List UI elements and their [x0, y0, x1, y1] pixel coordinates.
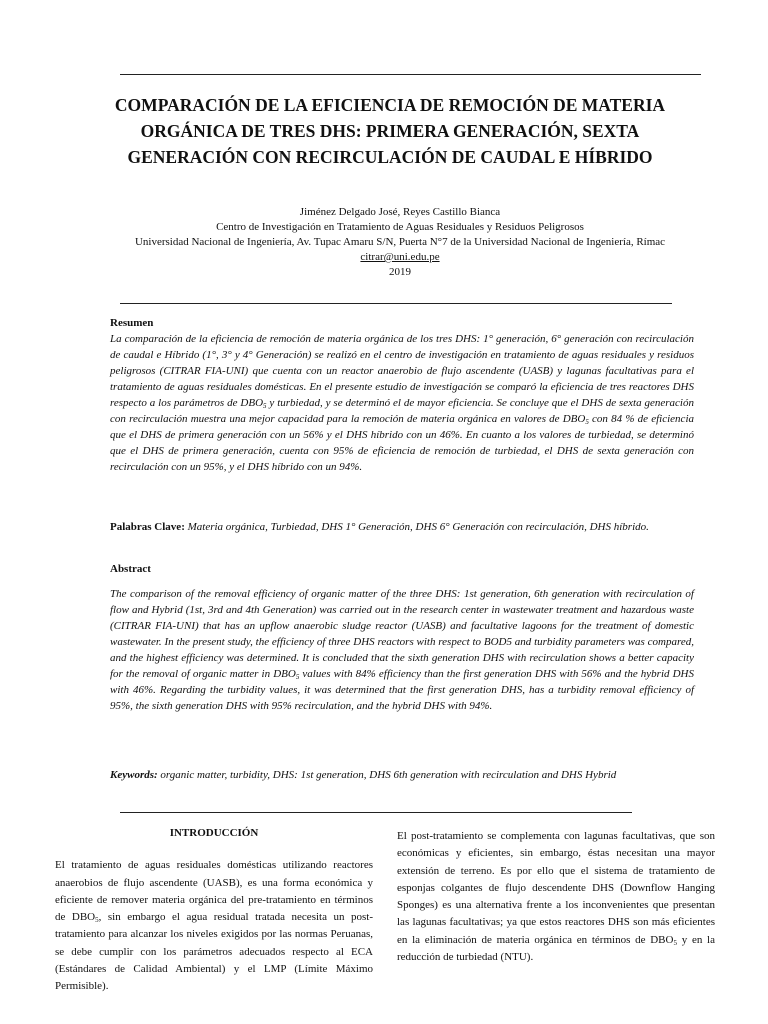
- header-separator: [120, 303, 672, 304]
- resumen-heading: Resumen: [110, 317, 154, 329]
- keywords-label: Keywords:: [110, 769, 158, 781]
- intro-paragraph-1: El tratamiento de aguas residuales domésticas utilizando reactores anaerobios de flujo ascendente (UASB), es una forma económica y eficiente de remover materia orgánica del pre-tratamiento en términos de $DBO_5$, sin embargo el agua residual tratada necesita un post-tratamiento para alcanzar los niveles exigidos por las normas Peruanas, se debe cumplir con los parámetros adecuados respecto al ECA (Estándares de Calidad Ambiental) y el LMP (Límite Máximo Permisible).: [55, 859, 373, 993]
- abstract-separator: [120, 812, 632, 813]
- affiliation-center: Centro de Investigación en Tratamiento de Aguas Residuales y Residuos Peligrosos: [216, 221, 584, 233]
- abstract-text: The comparison of the removal efficiency of organic matter of the three DHS: 1st generation, 6th generation with recirculation of flow and Hybrid (1st, 3rd and 4th Generation) was carried out in the research center in wastewater treatment and hazardous waste (CITRAR FIA-UNI) that has an upflow anaerobic sludge reactor (UASB) and facultative lagoons for the treatment of domestic wastewater. In the present study, the efficiency of three DHS reactors with respect to BOD5 and turbidity parameters was compared, and the highest efficiency was determined. It is concluded that the sixth generation DHS with recirculation shows a better capacity for the removal of organic matter in $DBO_5$ values with 84% efficiency than the first generation DHS with 56% and the hybrid DHS with 46%. Regarding the turbidity values, it was determined that the first generation DHS, has a turbidity removal efficiency of 95%, the sixth generation DHS with 95% recirculation, and the hybrid DHS with 94%.: [110, 588, 695, 712]
- palabras-clave-section: [110, 519, 694, 535]
- abstract-section: [110, 561, 694, 714]
- intro-heading: INTRODUCCIÓN: [169, 827, 259, 839]
- intro-column-right: [397, 828, 715, 966]
- resumen-section: [110, 315, 694, 475]
- palabras-clave-label: Palabras Clave:: [110, 521, 185, 533]
- abstract-heading: Abstract: [110, 563, 151, 575]
- intro-paragraph-2: El post-tratamiento se complementa con lagunas facultativas, que son económicas y eficientes, sin embargo, éstas necesitan una mayor extensión de terreno. Es por ello que el sistema de tratamiento de esponjas colgantes de flujo descendente DHS (Downflow Hanging Sponges) es una alternativa frente a los inconvenientes que presentan las lagunas facultativas; ya que estos reactores DHS son más eficientes en la eliminación de materia orgánica en términos de $DBO_5$ y en la reducción de turbiedad (NTU).: [397, 830, 716, 964]
- keywords-text: Keywords: organic matter, turbidity, DHS: 1st generation, DHS 6th generation with recirculation and DHS Hybrid: [110, 769, 617, 781]
- publication-year: 2019: [389, 266, 411, 278]
- palabras-clave-text: Palabras Clave: Materia orgánica, Turbiedad, DHS 1° Generación, DHS 6° Generación con recirculación, DHS híbrido.: [110, 521, 649, 533]
- keywords-section: [110, 767, 694, 783]
- resumen-text: La comparación de la eficiencia de remoción de materia orgánica de los tres DHS: 1° generación, 6° generación con recirculación de caudal e Híbrido (1°, 3° y 4° Generación) se realizó en el centro de investigación en tratamiento de aguas residuales y residuos peligrosos (CITRAR FIA-UNI) que cuenta con un reactor anaerobio de flujo ascendente (UASB) y lagunas facultativas para el tratamiento de aguas residuales domésticas. En el presente estudio de investigación se comparó la eficiencia de tres reactores DHS respecto a los parámetros de $DBO_5$ y turbiedad, y se determinó el de mayor eficiencia. Se concluye que el DHS de sexta generación con recirculación muestra una mejor capacidad para la remoción de materia orgánica en valores de $DBO_5$ con 84 % de eficiencia que el DHS de primera generación con un 56% y el DHS híbrido con un 46%. En cuanto a los valores de turbiedad, se determinó que el DHS de primera generación, cuenta con 95% de eficiencia de remoción de turbiedad, el DHS de sexta generación con recirculación con un 95%, y el DHS híbrido con un 94%.: [110, 333, 694, 473]
- author-names: Jiménez Delgado José, Reyes Castillo Bianca: [299, 206, 501, 218]
- author-block: [130, 205, 670, 280]
- author-email[interactable]: citrar@uni.edu.pe: [360, 251, 440, 263]
- intro-column-left: [55, 825, 373, 996]
- affiliation-university: Universidad Nacional de Ingeniería, Av. Tupac Amaru S/N, Puerta N°7 de la Universidad Nacional de Ingeniería, Rímac: [134, 236, 666, 248]
- top-rule: [120, 74, 701, 75]
- paper-title: COMPARACIÓN DE LA EFICIENCIA DE REMOCIÓN DE MATERIA ORGÁNICA DE TRES DHS: PRIMERA GENERACIÓN, SEXTA GENERACIÓN CON RECIRCULACIÓN DE CAUDAL E HÍBRIDO: [114, 95, 666, 167]
